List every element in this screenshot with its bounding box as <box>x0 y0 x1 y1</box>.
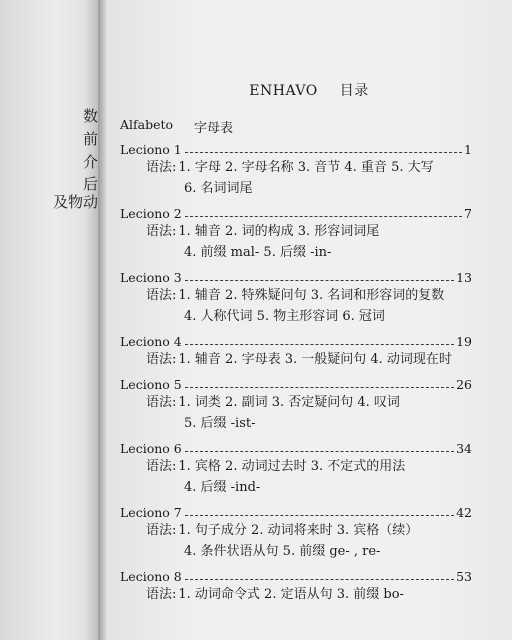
grammar-line <box>120 242 472 263</box>
lesson-name: Leciono 2 <box>120 206 182 221</box>
grammar-label: 语法: <box>146 587 177 602</box>
dot-leader <box>185 578 454 580</box>
grammar-line <box>120 157 472 178</box>
grammar-text: 4. 人称代词 5. 物主形容词 6. 冠词 <box>184 309 385 324</box>
grammar-text: 4. 条件状语从句 5. 前缀 ge- , re- <box>184 544 381 559</box>
lesson-name: Leciono 1 <box>120 142 182 157</box>
lesson-page-number: 26 <box>456 377 472 392</box>
left-page-fragment: 及物动 <box>52 193 98 211</box>
grammar-line <box>120 392 472 413</box>
lesson-name: Leciono 8 <box>120 569 182 584</box>
lesson-entry <box>120 267 472 327</box>
grammar-text: 1. 词类 2. 副词 3. 否定疑问句 4. 叹词 <box>178 395 400 410</box>
title-chinese: 目录 <box>339 83 369 99</box>
grammar-text: 1. 辅音 2. 字母表 3. 一般疑问句 4. 动词现在时 <box>178 352 452 367</box>
dot-leader <box>185 343 454 345</box>
grammar-text: 4. 后缀 -ind- <box>184 480 261 495</box>
left-page <box>0 0 100 640</box>
lesson-heading <box>120 267 472 285</box>
grammar-label: 语法: <box>146 459 177 474</box>
lesson-name: Leciono 5 <box>120 377 182 392</box>
lesson-heading <box>120 203 472 221</box>
left-page-fragment: 介 <box>82 153 98 171</box>
grammar-text: 5. 后缀 -ist- <box>184 416 256 431</box>
lesson-name: Leciono 4 <box>120 334 182 349</box>
grammar-topics <box>120 456 472 498</box>
alfabeto-entry <box>120 117 472 135</box>
lesson-entry <box>120 139 472 199</box>
lesson-page-number: 53 <box>456 569 472 584</box>
grammar-line <box>120 477 472 498</box>
grammar-topics <box>120 157 472 199</box>
lesson-entry <box>120 331 472 370</box>
grammar-text: 4. 前缀 mal- 5. 后缀 -in- <box>184 245 332 260</box>
grammar-label: 语法: <box>146 160 177 175</box>
grammar-topics <box>120 520 472 562</box>
alfabeto-label: Alfabeto <box>120 117 174 132</box>
table-of-contents <box>120 117 472 605</box>
grammar-topics <box>120 584 472 605</box>
lesson-heading <box>120 331 472 349</box>
contents-page <box>106 0 512 640</box>
grammar-line <box>120 349 472 370</box>
lesson-entry <box>120 203 472 263</box>
grammar-line <box>120 306 472 327</box>
dot-leader <box>185 279 454 281</box>
lesson-heading <box>120 374 472 392</box>
grammar-line <box>120 456 472 477</box>
grammar-text: 1. 动词命令式 2. 定语从句 3. 前缀 bo- <box>178 587 404 602</box>
grammar-line <box>120 584 472 605</box>
lesson-entry <box>120 438 472 498</box>
grammar-topics <box>120 221 472 263</box>
lesson-entry <box>120 566 472 605</box>
grammar-topics <box>120 349 472 370</box>
grammar-topics <box>120 285 472 327</box>
lesson-heading <box>120 566 472 584</box>
lesson-page-number: 19 <box>456 334 472 349</box>
left-page-fragment: 后 <box>82 175 98 193</box>
left-page-fragment: 前 <box>82 130 98 148</box>
grammar-label: 语法: <box>146 395 177 410</box>
lesson-page-number: 7 <box>464 206 472 221</box>
dot-leader <box>185 151 462 153</box>
dot-leader <box>185 514 454 516</box>
page-title <box>106 80 512 100</box>
grammar-text: 1. 字母 2. 字母名称 3. 音节 4. 重音 5. 大写 <box>178 160 434 175</box>
grammar-text: 1. 辅音 2. 特殊疑问句 3. 名词和形容词的复数 <box>178 288 445 303</box>
grammar-topics <box>120 392 472 434</box>
grammar-line <box>120 221 472 242</box>
lesson-name: Leciono 6 <box>120 441 182 456</box>
lesson-heading <box>120 438 472 456</box>
lesson-list <box>120 139 472 605</box>
grammar-line <box>120 520 472 541</box>
lesson-heading <box>120 502 472 520</box>
grammar-text: 1. 句子成分 2. 动词将来时 3. 宾格（续） <box>178 523 419 538</box>
grammar-text: 1. 宾格 2. 动词过去时 3. 不定式的用法 <box>178 459 406 474</box>
lesson-page-number: 42 <box>456 505 472 520</box>
left-page-fragment: 数 <box>82 107 98 125</box>
dot-leader <box>185 450 454 452</box>
grammar-line <box>120 541 472 562</box>
grammar-line <box>120 285 472 306</box>
lesson-entry <box>120 502 472 562</box>
grammar-label: 语法: <box>146 224 177 239</box>
grammar-text: 6. 名词词尾 <box>184 181 253 196</box>
lesson-page-number: 34 <box>456 441 472 456</box>
lesson-heading <box>120 139 472 157</box>
lesson-name: Leciono 3 <box>120 270 182 285</box>
dot-leader <box>185 215 462 217</box>
lesson-page-number: 1 <box>464 142 472 157</box>
lesson-name: Leciono 7 <box>120 505 182 520</box>
alfabeto-chinese: 字母表 <box>194 121 234 136</box>
grammar-text: 1. 辅音 2. 词的构成 3. 形容词词尾 <box>178 224 380 239</box>
grammar-label: 语法: <box>146 352 177 367</box>
grammar-line <box>120 413 472 434</box>
dot-leader <box>185 386 454 388</box>
lesson-page-number: 13 <box>456 270 472 285</box>
title-latin: ENHAVO <box>249 83 318 99</box>
grammar-label: 语法: <box>146 523 177 538</box>
grammar-line <box>120 178 472 199</box>
lesson-entry <box>120 374 472 434</box>
grammar-label: 语法: <box>146 288 177 303</box>
